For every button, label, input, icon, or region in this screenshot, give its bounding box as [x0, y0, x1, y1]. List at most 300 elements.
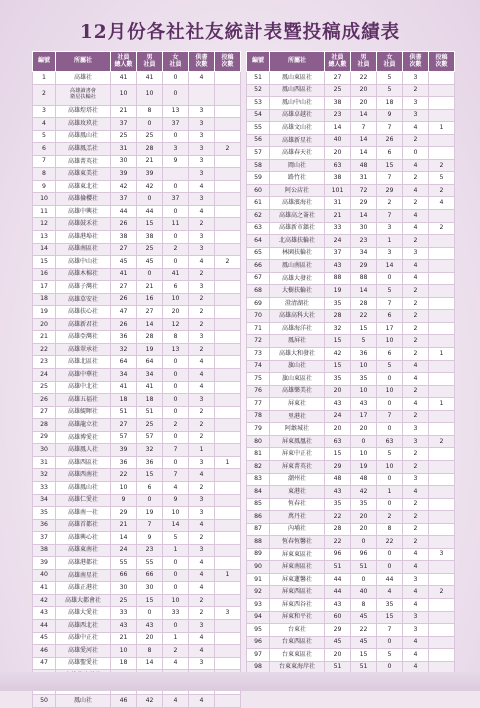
cell-book-count: 3 [189, 544, 215, 557]
cell-book-count: 4 [403, 122, 429, 135]
table-row [33, 519, 241, 532]
cell-total-members: 47 [111, 306, 137, 319]
table-row [247, 598, 455, 611]
cell-club-name: 台東東海岸社 [270, 661, 325, 674]
cell-number: 41 [33, 582, 56, 595]
table-row [33, 619, 241, 632]
cell-female-members: 0 [163, 231, 189, 244]
cell-total-members: 45 [325, 636, 351, 649]
table-row [33, 130, 241, 143]
cell-number: 34 [33, 494, 56, 507]
cell-club-name: 高雄鼓禾社 [56, 218, 111, 231]
cell-female-members: 5 [377, 360, 403, 373]
table-body [33, 72, 241, 708]
cell-number: 91 [247, 573, 270, 586]
cell-submission-count: 3 [215, 607, 241, 620]
cell-male-members: 14 [137, 318, 163, 331]
column-header-number: 編號 [247, 52, 270, 72]
cell-male-members: 42 [137, 180, 163, 193]
cell-club-name: 屏東蓮馨社 [270, 573, 325, 586]
cell-total-members: 19 [325, 285, 351, 298]
cell-book-count: 4 [189, 469, 215, 482]
cell-submission-count [215, 494, 241, 507]
cell-female-members: 8 [163, 331, 189, 344]
cell-number: 14 [33, 243, 56, 256]
cell-club-name: 高雄菁英社 [56, 155, 111, 168]
cell-number: 26 [33, 394, 56, 407]
table-row [33, 306, 241, 319]
cell-book-count: 3 [189, 657, 215, 670]
cell-club-name: 鳳山社 [56, 695, 111, 708]
table-row [33, 369, 241, 382]
cell-book-count: 4 [403, 586, 429, 599]
cell-club-name: 高雄仁愛社 [56, 494, 111, 507]
cell-submission-count [429, 97, 455, 110]
cell-number: 84 [247, 486, 270, 499]
cell-club-name: 高雄五福社 [56, 394, 111, 407]
cell-total-members: 51 [325, 561, 351, 574]
table-row [247, 272, 455, 285]
cell-number: 78 [247, 410, 270, 423]
cell-number: 1 [33, 72, 56, 85]
cell-book-count: 3 [189, 143, 215, 156]
cell-club-name: 屏東和平社 [270, 611, 325, 624]
table-row [247, 197, 455, 210]
cell-female-members: 44 [377, 573, 403, 586]
cell-total-members: 24 [111, 544, 137, 557]
table-row [247, 84, 455, 97]
cell-book-count: 4 [189, 695, 215, 708]
cell-female-members: 33 [163, 607, 189, 620]
cell-club-name: 高雄中興社 [56, 205, 111, 218]
cell-male-members: 22 [351, 72, 377, 85]
cell-submission-count [215, 481, 241, 494]
cell-book-count: 4 [403, 373, 429, 386]
cell-number: 12 [33, 218, 56, 231]
cell-submission-count [429, 72, 455, 85]
cell-club-name: 屏東西谷社 [270, 598, 325, 611]
cell-book-count: 2 [403, 297, 429, 310]
table-row [33, 343, 241, 356]
cell-number: 67 [247, 272, 270, 285]
cell-submission-count [429, 460, 455, 473]
cell-total-members: 42 [111, 180, 137, 193]
table-row [247, 561, 455, 574]
cell-submission-count [215, 632, 241, 645]
table-row [33, 331, 241, 344]
cell-submission-count [215, 544, 241, 557]
cell-male-members: 0 [137, 494, 163, 507]
cell-number: 74 [247, 360, 270, 373]
cell-total-members: 23 [325, 109, 351, 122]
table-row [247, 548, 455, 561]
table-row [33, 84, 241, 105]
cell-total-members: 35 [325, 373, 351, 386]
cell-female-members: 0 [163, 130, 189, 143]
cell-book-count: 4 [403, 222, 429, 235]
cell-male-members: 51 [351, 561, 377, 574]
cell-male-members: 19 [137, 343, 163, 356]
cell-club-name: 高雄東南社 [56, 544, 111, 557]
table-row [247, 498, 455, 511]
cell-number: 80 [247, 435, 270, 448]
cell-total-members: 43 [325, 598, 351, 611]
cell-submission-count [215, 155, 241, 168]
cell-male-members: 18 [137, 394, 163, 407]
cell-book-count: 2 [403, 511, 429, 524]
cell-male-members: 96 [351, 548, 377, 561]
cell-submission-count [429, 410, 455, 423]
cell-female-members: 10 [377, 385, 403, 398]
cell-male-members: 0 [137, 193, 163, 206]
cell-female-members: 7 [163, 469, 189, 482]
cell-number: 43 [33, 607, 56, 620]
cell-club-name: 高雄龍立社 [56, 419, 111, 432]
table-row [33, 293, 241, 306]
cell-book-count: 2 [403, 197, 429, 210]
cell-submission-count [429, 210, 455, 223]
cell-club-name: 台東西區社 [270, 636, 325, 649]
cell-club-name: 屏東東區社 [270, 548, 325, 561]
cell-book-count: 2 [189, 532, 215, 545]
cell-submission-count: 5 [429, 172, 455, 185]
cell-female-members: 6 [377, 147, 403, 160]
cell-book-count: 2 [403, 523, 429, 536]
cell-male-members: 19 [137, 507, 163, 520]
table-row [33, 431, 241, 444]
cell-female-members: 0 [163, 406, 189, 419]
cell-total-members: 20 [325, 649, 351, 662]
cell-total-members: 42 [325, 348, 351, 361]
cell-club-name: 阿公店社 [270, 184, 325, 197]
cell-total-members: 41 [111, 381, 137, 394]
cell-book-count [189, 84, 215, 105]
cell-number: 58 [247, 159, 270, 172]
cell-total-members: 51 [111, 406, 137, 419]
cell-female-members: 0 [377, 498, 403, 511]
cell-female-members: 6 [377, 310, 403, 323]
cell-submission-count [429, 473, 455, 486]
cell-submission-count [215, 193, 241, 206]
cell-male-members: 22 [351, 310, 377, 323]
cell-club-name: 高雄翠承社 [56, 343, 111, 356]
cell-submission-count [215, 205, 241, 218]
cell-total-members: 28 [325, 310, 351, 323]
cell-submission-count: 1 [429, 398, 455, 411]
cell-male-members: 15 [137, 594, 163, 607]
table-row [247, 435, 455, 448]
cell-club-name: 鳳山西區社 [270, 84, 325, 97]
cell-book-count: 4 [403, 598, 429, 611]
cell-club-name: 高雄中華社 [56, 369, 111, 382]
cell-female-members: 22 [377, 536, 403, 549]
cell-female-members: 11 [163, 218, 189, 231]
stats-table-right [246, 51, 455, 687]
cell-male-members: 29 [351, 260, 377, 273]
cell-female-members: 8 [377, 523, 403, 536]
cell-submission-count: 1 [215, 456, 241, 469]
cell-male-members: 25 [137, 419, 163, 432]
cell-number: 3 [33, 105, 56, 118]
cell-number: 10 [33, 193, 56, 206]
cell-book-count: 2 [403, 410, 429, 423]
cell-book-count: 4 [189, 632, 215, 645]
cell-submission-count [215, 645, 241, 658]
cell-submission-count [429, 147, 455, 160]
cell-submission-count [429, 385, 455, 398]
cell-male-members: 30 [137, 582, 163, 595]
cell-book-count: 4 [189, 582, 215, 595]
cell-club-name: 高雄文山社 [270, 122, 325, 135]
cell-book-count: 2 [189, 293, 215, 306]
cell-book-count: 2 [403, 322, 429, 335]
cell-number: 15 [33, 256, 56, 269]
cell-male-members: 35 [351, 373, 377, 386]
cell-submission-count [429, 360, 455, 373]
cell-male-members: 43 [351, 398, 377, 411]
cell-submission-count [429, 272, 455, 285]
cell-submission-count [215, 268, 241, 281]
table-header-row [33, 52, 241, 72]
cell-book-count: 4 [403, 210, 429, 223]
column-header-male-members: 男 社員 [351, 52, 377, 72]
cell-male-members: 66 [137, 569, 163, 582]
cell-submission-count [215, 419, 241, 432]
cell-female-members: 0 [163, 582, 189, 595]
cell-male-members: 14 [351, 285, 377, 298]
cell-club-name: 高雄東美社 [56, 168, 111, 181]
cell-total-members: 20 [325, 385, 351, 398]
cell-book-count: 2 [403, 385, 429, 398]
cell-female-members: 4 [163, 657, 189, 670]
cell-male-members: 35 [351, 498, 377, 511]
cell-book-count: 3 [189, 130, 215, 143]
cell-submission-count [215, 619, 241, 632]
cell-club-name: 高雄春天社 [270, 147, 325, 160]
cell-club-name: 高雄中北社 [56, 381, 111, 394]
cell-club-name: 高雄西區社 [56, 456, 111, 469]
cell-female-members: 0 [163, 180, 189, 193]
cell-female-members: 2 [163, 419, 189, 432]
cell-male-members: 27 [137, 306, 163, 319]
cell-total-members: 27 [325, 72, 351, 85]
table-row [33, 695, 241, 708]
cell-number: 5 [33, 130, 56, 143]
column-header-female-members: 女 社員 [377, 52, 403, 72]
cell-club-name: 高雄港都社 [56, 557, 111, 570]
cell-male-members: 34 [351, 247, 377, 260]
cell-number: 50 [33, 695, 56, 708]
cell-number: 61 [247, 197, 270, 210]
cell-male-members: 23 [137, 544, 163, 557]
cell-submission-count [215, 519, 241, 532]
cell-submission-count [215, 168, 241, 181]
cell-female-members: 3 [377, 222, 403, 235]
cell-club-name: 旗山社 [270, 360, 325, 373]
cell-club-name: 高雄博愛社 [56, 431, 111, 444]
cell-submission-count [215, 231, 241, 244]
cell-number: 57 [247, 147, 270, 160]
table-row [33, 143, 241, 156]
cell-book-count: 4 [189, 645, 215, 658]
cell-male-members: 51 [137, 406, 163, 419]
cell-club-name: 高雄大和發社 [270, 348, 325, 361]
cell-number: 11 [33, 205, 56, 218]
cell-number: 70 [247, 310, 270, 323]
table-row [247, 348, 455, 361]
cell-female-members: 0 [163, 569, 189, 582]
cell-submission-count: 2 [429, 222, 455, 235]
cell-submission-count [429, 561, 455, 574]
table-row [247, 486, 455, 499]
table-row [247, 410, 455, 423]
cell-book-count: 1 [189, 444, 215, 457]
table-row [247, 235, 455, 248]
cell-number: 93 [247, 598, 270, 611]
cell-female-members: 0 [163, 356, 189, 369]
cell-male-members: 15 [137, 218, 163, 231]
cell-book-count: 4 [189, 557, 215, 570]
table-row [33, 645, 241, 658]
cell-female-members: 6 [163, 281, 189, 294]
cell-book-count: 4 [189, 369, 215, 382]
cell-club-name: 高雄新君社 [56, 318, 111, 331]
table-row [247, 122, 455, 135]
cell-book-count: 3 [189, 619, 215, 632]
cell-female-members: 7 [377, 297, 403, 310]
cell-total-members: 31 [325, 197, 351, 210]
cell-club-name: 屏東菁英社 [270, 460, 325, 473]
cell-club-name: 里港社 [270, 410, 325, 423]
cell-male-members: 41 [137, 72, 163, 85]
cell-club-name: 鳳屏社 [270, 335, 325, 348]
cell-male-members: 28 [137, 331, 163, 344]
cell-number: 19 [33, 306, 56, 319]
table-row [33, 72, 241, 85]
cell-book-count: 3 [189, 281, 215, 294]
table-row [33, 607, 241, 620]
cell-club-name: 高雄大發社 [270, 272, 325, 285]
cell-book-count: 2 [403, 134, 429, 147]
table-row [33, 494, 241, 507]
cell-book-count: 4 [189, 569, 215, 582]
cell-book-count: 4 [403, 636, 429, 649]
cell-total-members: 27 [111, 243, 137, 256]
cell-number: 45 [33, 632, 56, 645]
cell-male-members: 48 [351, 473, 377, 486]
cell-book-count: 2 [403, 285, 429, 298]
cell-submission-count [215, 406, 241, 419]
cell-total-members: 9 [111, 494, 137, 507]
cell-male-members: 21 [137, 281, 163, 294]
cell-submission-count [429, 297, 455, 310]
cell-female-members: 5 [377, 448, 403, 461]
cell-number: 86 [247, 511, 270, 524]
cell-female-members: 3 [377, 247, 403, 260]
cell-female-members: 0 [377, 548, 403, 561]
cell-submission-count [429, 247, 455, 260]
table-row [247, 360, 455, 373]
cell-submission-count [429, 448, 455, 461]
cell-submission-count: 1 [429, 348, 455, 361]
cell-club-name: 高雄西南社 [56, 469, 111, 482]
table-row [247, 172, 455, 185]
cell-book-count: 3 [403, 473, 429, 486]
cell-female-members: 5 [377, 72, 403, 85]
cell-total-members: 28 [325, 523, 351, 536]
cell-number: 8 [33, 168, 56, 181]
cell-submission-count: 2 [429, 586, 455, 599]
cell-male-members: 7 [351, 122, 377, 135]
cell-female-members: 1 [163, 544, 189, 557]
cell-male-members: 34 [137, 369, 163, 382]
table-row [33, 594, 241, 607]
cell-female-members: 0 [163, 256, 189, 269]
cell-number: 92 [247, 586, 270, 599]
cell-number: 20 [33, 318, 56, 331]
cell-male-members: 40 [351, 586, 377, 599]
cell-male-members: 0 [137, 118, 163, 131]
cell-club-name: 高雄大都會社 [56, 594, 111, 607]
table-row [33, 582, 241, 595]
cell-club-name: 高雄南區社 [56, 243, 111, 256]
table-row [247, 147, 455, 160]
cell-male-members: 28 [137, 143, 163, 156]
cell-total-members: 15 [325, 360, 351, 373]
table-row [247, 210, 455, 223]
cell-club-name: 高雄讀書會 衛星扶輪社 [56, 84, 111, 105]
cell-book-count: 2 [403, 498, 429, 511]
cell-club-name: 高雄首都社 [56, 519, 111, 532]
cell-club-name: 高雄鳳山社 [56, 481, 111, 494]
cell-female-members: 10 [163, 507, 189, 520]
table-row [33, 180, 241, 193]
cell-total-members: 48 [325, 473, 351, 486]
cell-book-count: 3 [403, 435, 429, 448]
cell-female-members: 0 [377, 561, 403, 574]
cell-male-members: 10 [351, 360, 377, 373]
cell-female-members: 3 [163, 143, 189, 156]
column-header-total-members: 社員 總人數 [325, 52, 351, 72]
cell-number: 46 [33, 645, 56, 658]
cell-submission-count [215, 657, 241, 670]
cell-number: 96 [247, 636, 270, 649]
cell-number: 97 [247, 649, 270, 662]
cell-male-members: 88 [351, 272, 377, 285]
cell-total-members: 37 [111, 193, 137, 206]
cell-female-members: 0 [163, 369, 189, 382]
cell-male-members: 20 [137, 632, 163, 645]
cell-club-name: 高雄興心社 [56, 532, 111, 545]
cell-book-count: 2 [403, 235, 429, 248]
table-row [33, 256, 241, 269]
table-row [33, 155, 241, 168]
cell-submission-count [215, 118, 241, 131]
cell-number: 29 [33, 431, 56, 444]
table-row [33, 481, 241, 494]
cell-total-members: 57 [111, 431, 137, 444]
cell-female-members: 6 [377, 348, 403, 361]
cell-total-members: 33 [325, 222, 351, 235]
cell-club-name: 屏東鳳凰社 [270, 435, 325, 448]
cell-male-members: 10 [351, 385, 377, 398]
cell-total-members: 27 [111, 419, 137, 432]
cell-female-members: 0 [377, 473, 403, 486]
cell-male-members: 42 [137, 695, 163, 708]
cell-submission-count [215, 130, 241, 143]
cell-club-name: 高雄社 [56, 72, 111, 85]
cell-club-name: 北高雄扶輪社 [270, 235, 325, 248]
